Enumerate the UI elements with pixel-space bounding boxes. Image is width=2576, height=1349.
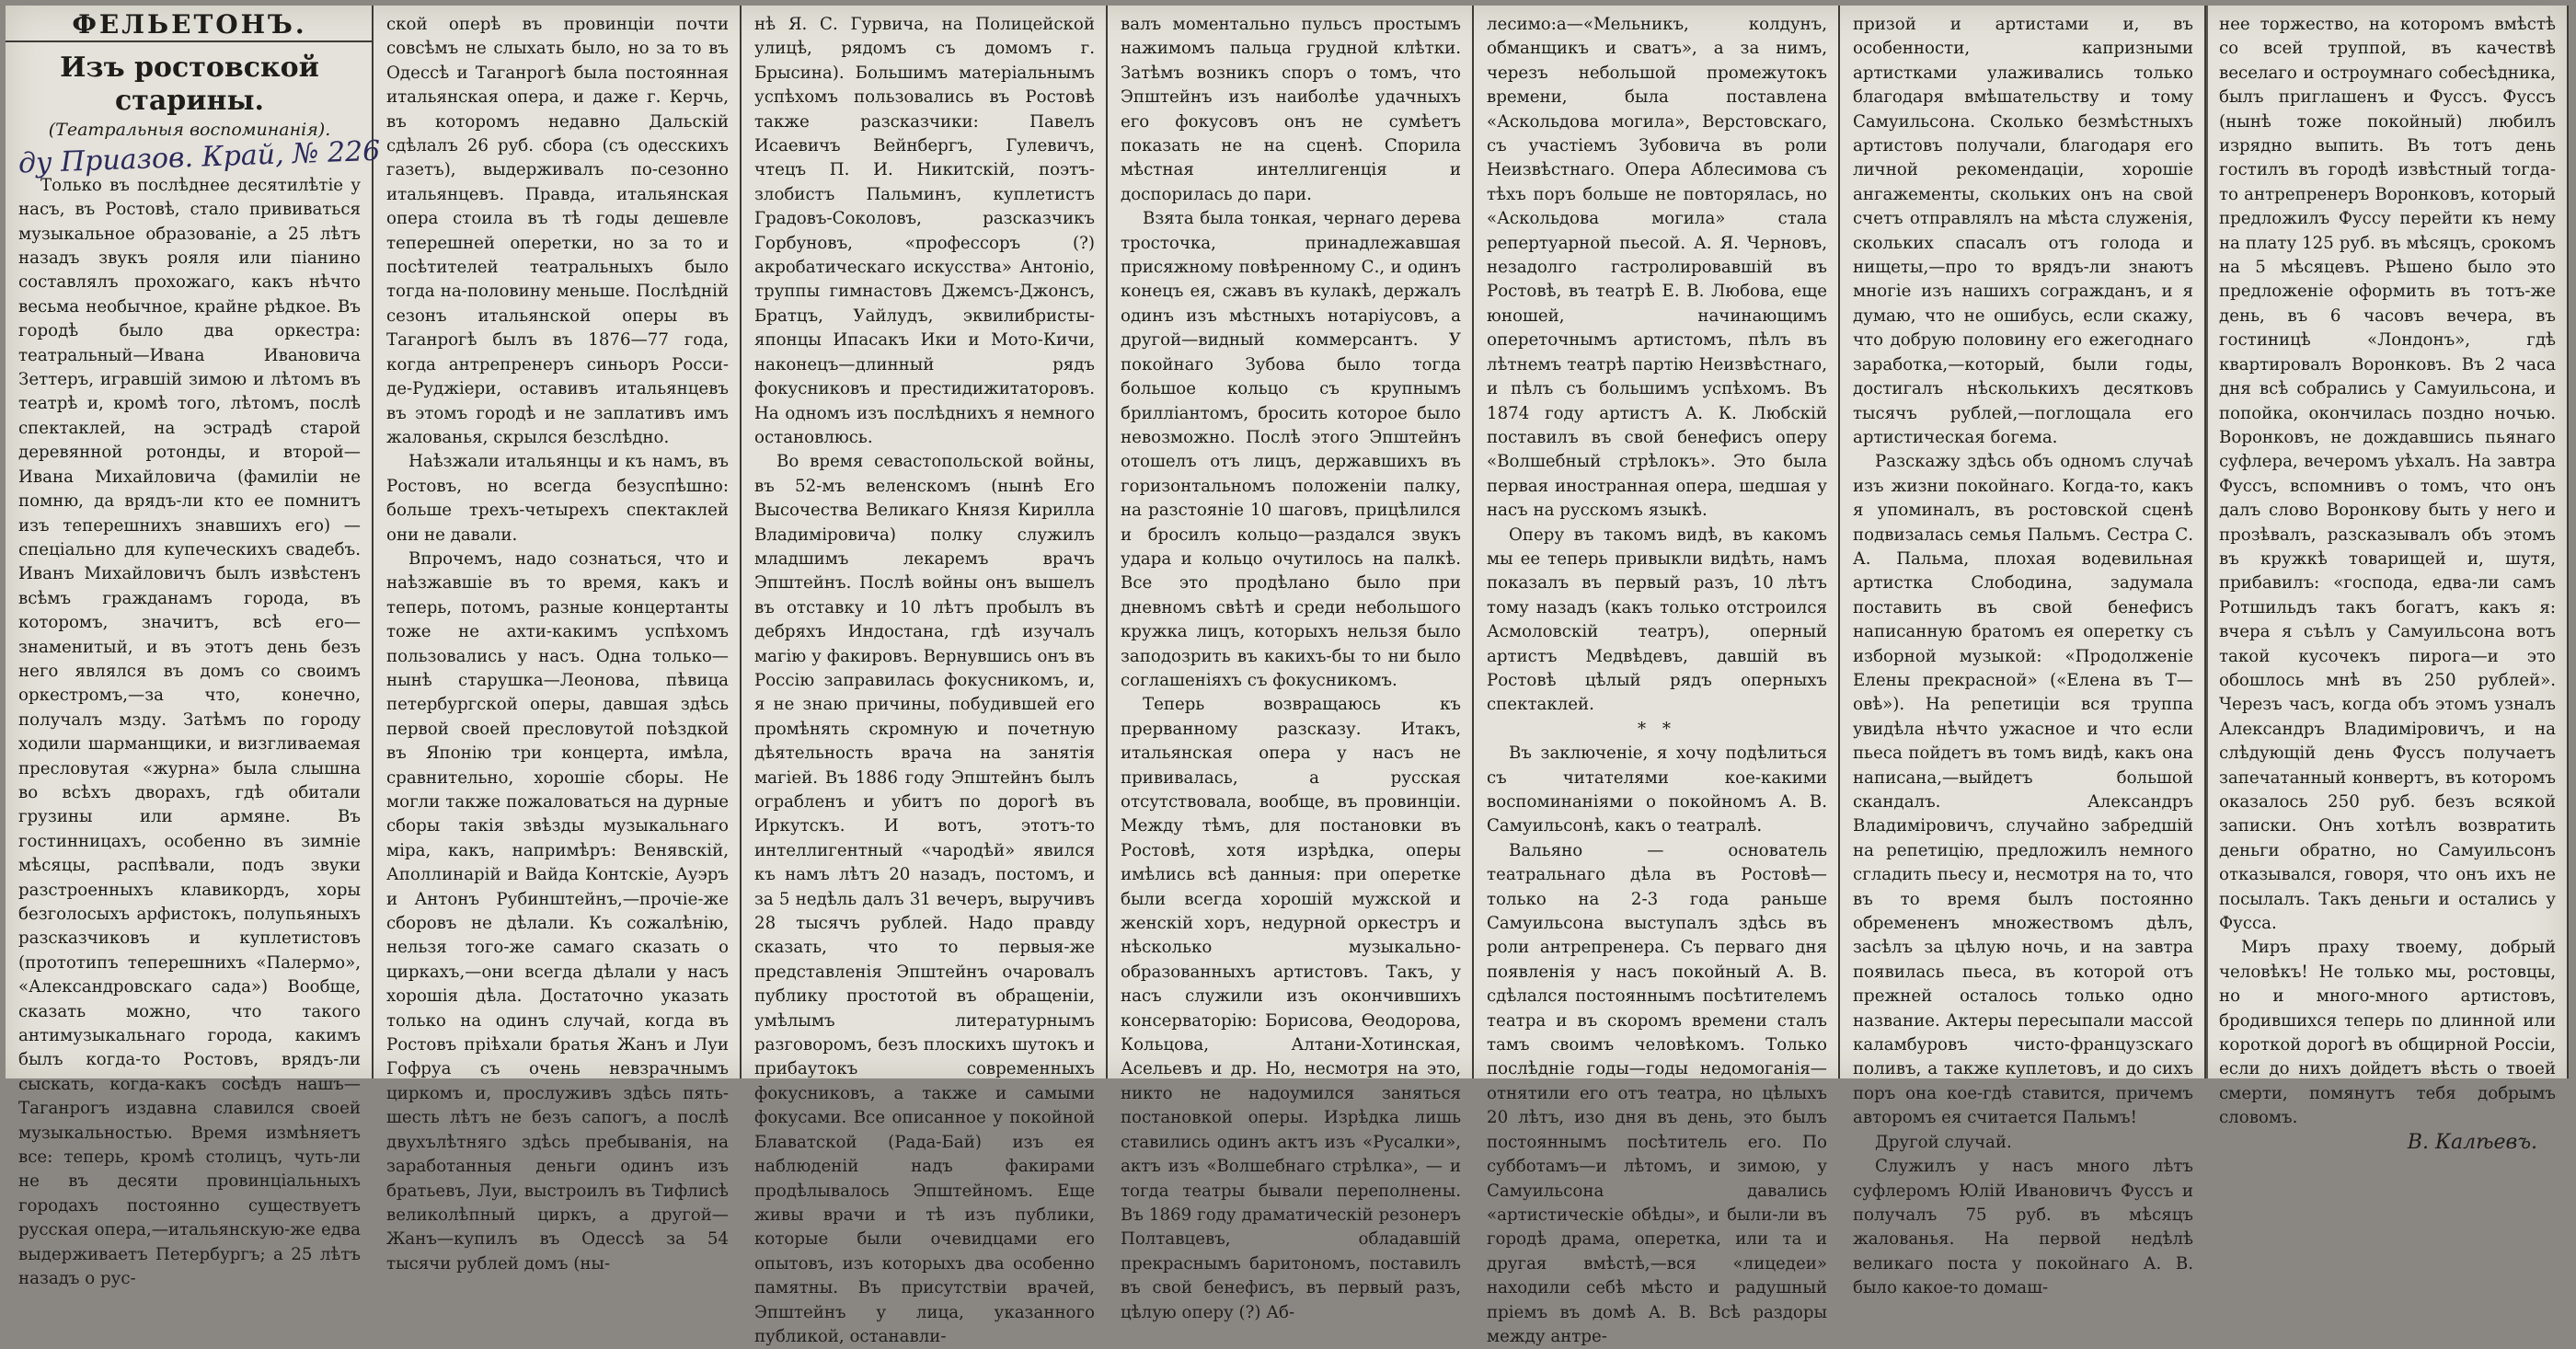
paragraph: Наѣзжали итальянцы и къ намъ, въ Ростовъ, но всегда безуспѣшно: больше трехъ-четырехъ спектаклей они не давали. [386,452,729,545]
paragraph: Вальяно — основатель театральнаго дѣла въ Ростовѣ—только на 2-3 года раньше Самуильсона выступалъ здѣсь въ роли антрепренера. Съ перваго дня появленія у насъ покойный А. В. сдѣлался постояннымъ посѣтителемъ театра и въ скоромъ времени сталъ тамъ своимъ человѣкомъ. Только послѣдніе годы—годы недомоганія—отнятили его отъ театра, но цѣлыхъ 20 лѣтъ, изо дня въ день, это былъ постояннымъ посѣтитель его. По субботамъ—и лѣтомъ, и зимою, у Самуильсона давались «артистическіе обѣды», и были-ли въ городѣ драма, оперетка, или та и другая вмѣстѣ,—вся «лицедеи» находили себѣ мѣсто и радушный пріемъ въ домѣ А. В. Всѣ раздоры между антре- [1487,840,1827,1346]
paragraph: нее торжество, на которомъ вмѣстѣ со всей труппой, въ качествѣ веселаго и остроумнаго собесѣдника, былъ приглашенъ и Фуссъ. Фуссъ (нынѣ тоже покойный) любилъ изрядно выпить. Въ тотъ день гостилъ въ городѣ извѣстный тогда-то антрепренеръ Воронковъ, который предложилъ Фуссу перейти къ нему на плату 125 руб. въ мѣсяцъ, срокомъ на 5 мѣсяцевъ. Рѣшено было это предложеніе оформить въ тотъ-же день, въ 6 часовъ вечера, въ гостиницѣ «Лондонъ», гдѣ квартировалъ Воронковъ. Въ 2 часа дня всѣ собрались у Самуильсона, и попойка, окончилась поздно ночью. Воронковъ, не дождавшись пьянаго суфлера, вечеромъ уѣхалъ. На завтра Фуссъ, вспомнивъ о томъ, что онъ далъ слово Воронкову быть у него и прозѣвалъ, разсказывалъ объ этомъ въ кружкѣ товарищей и, шутя, прибавилъ: «господа, едва-ли самъ Ротшильдъ такъ богатъ, какъ я: вчера я съѣлъ у Самуильсона вотъ такой кусочекъ пирога—и это обошлось мнѣ въ 250 рублей». Черезъ часъ, когда объ этомъ узналъ Александръ Владиміровичъ, и на слѣдующій день Фуссъ получаетъ запечатанный конвертъ, въ которомъ оказалось 250 руб. безъ всякой записки. Онъ хотѣлъ возвратить деньги обратно, но Самуильсонъ отказывался, говоря, что онъ ихъ не посылалъ. Такъ деньги и остались у Фусса. [2219,15,2556,934]
column-3 [742,6,1108,1346]
column-4 [1108,6,1474,1322]
column-6 [1840,6,2206,1298]
paragraph: Только въ послѣднее десятилѣтіе у насъ, въ Ростовѣ, стало прививаться музыкальное образованіе, а 25 лѣтъ назадъ звукъ рояля или піанино составлялъ прохожаго, какъ нѣчто весьма необычное, крайне рѣдкое. Въ городѣ было два оркестра: театральный—Ивана Ивановича Зеттеръ, игравшій зимою и лѣтомъ въ театрѣ и, кромѣ того, лѣтомъ, послѣ спектаклей, на эстрадѣ старой деревянной ротонды, и второй—Ивана Михайловича (фамиліи не помню, да врядъ-ли кто ее помнитъ изъ теперешнихъ знавшихъ его) — спеціально для купеческихъ свадебъ. Иванъ Михайловичъ былъ извѣстенъ всѣмъ гражданамъ города, въ которомъ, значитъ, всѣ его—знаменитый, и въ этотъ день безъ него являлся въ домъ со своимъ оркестромъ,—за что, конечно, получалъ мзду. Затѣмъ по городу ходили шарманщики, и визгливаемая пресловутая «журна» была слышна во всѣхъ дворахъ, гдѣ обитали грузины или армяне. Въ гостинницахъ, особенно въ зимніе мѣсяцы, распѣвали, подъ звуки разстроенныхъ клавикордъ, хоры безголосыхъ арфистокъ, полупьяныхъ разсказчиковъ и куплетистовъ (прототипъ теперешнихъ «Палермо», «Александровскаго сада») Вообще, сказать можно, что такого антимузыкальнаго города, какимъ былъ когда-то Ростовъ, врядъ-ли сыскать, когда-какъ сосѣдъ нашъ—Таганрогъ издавна славился своей музыкальностью. Время измѣняетъ все: теперь, кромѣ столицъ, чуть-ли не въ десяти провинціальныхъ городахъ постоянно существуетъ русская опера,—итальянскую-же едва выдерживаетъ Петербургъ; а 25 лѣтъ назадъ о рус- [18,175,361,1289]
paragraph: Другой случай. [1875,1132,2012,1152]
section-separator: * * [1638,719,1676,739]
article-subtitle: (Театральныя воспоминанія). [48,120,331,141]
paragraph: лесимо:а—«Мельникъ, колдунъ, обманщикъ и сватъ», а за нимъ, черезъ небольшой промежутокъ времени, была поставлена «Аскольдова могила», Верстовскаго, съ участіемъ Зубовича въ роли Неизвѣстнаго. Опера Аблесимова съ тѣхъ поръ больше не повторялась, но «Аскольдова могила» стала репертуарной пьесой. А. Я. Черновъ, незадолго гастролировавшій въ Ростовѣ, въ театрѣ Е. В. Любова, еще юношей, начинающимъ опереточнымъ артистомъ, пѣлъ въ лѣтнемъ театрѣ партію Неизвѣстнаго, и пѣлъ съ большимъ успѣхомъ. Въ 1874 году артистъ А. К. Любскій поставилъ въ свой бенефисъ оперу «Волшебный стрѣлокъ». Это была первая иностранная опера, шедшая у насъ на русскомъ языкѣ. [1487,15,1827,521]
column-5 [1474,6,1840,1346]
paragraph: Теперь возвращаюсь къ прерванному разсказу. Итакъ, итальянская опера у насъ не прививалась, а русская отсутствовала, вообще, въ провинціи. Между тѣмъ, для постановки въ Ростовѣ, хотя изрѣдка, оперы имѣлись всѣ данныя: при оперетке были всегда хорошій мужской и женскій хоръ, недурной оркестръ и нѣсколько музыкально-образованныхъ артистовъ. Такъ, у насъ служили изъ окончившихъ консерваторію: Борисова, Өеодорова, Кольцова, Алтани-Хотинская, Асельевъ и др. Но, несмотря на это, никто не надоумился заняться постановкой оперы. Изрѣдка лишь ставились одинъ актъ изъ «Русалки», актъ изъ «Волшебнаго стрѣлка», — и тогда театры бывали переполнены. Въ 1869 году драматическій резонеръ Полтавцевъ, обладавшій прекраснымъ баритономъ, поставилъ въ свой бенефисъ, въ первый разъ, цѣлую оперу (?) Аб- [1121,695,1461,1322]
rubric-heading: ФЕЛЬЕТОНЪ. [72,9,307,40]
paragraph: Разскажу здѣсь объ одномъ случаѣ изъ жизни покойнаго. Когда-то, какъ я упоминалъ, въ ростовской сценѣ подвизалась семья Пальмъ. Сестра С. А. Пальма, плохая водевильная артистка Слободина, задумала поставить въ свой бенефисъ написанную братомъ ея оперетку съ изборной музыкой: «Продолженіе Елены прекрасной» («Елена въ Т—овѣ»). На репетиціи вся труппа увидѣла нѣчто ужасное и что если пьеса пойдетъ въ томъ видѣ, какъ она написана,—выйдетъ большой скандалъ. Александръ Владиміровичъ, случайно забредшій на репетицію, предложилъ немного сгладить пьесу и, несмотря на то, что въ то время былъ постоянно обремененъ множествомъ дѣлъ, засѣлъ за цѣлую ночь, и на завтра появилась пьеса, въ которой отъ прежней осталось только одно название. Актеры пересыпали массой каламбуровъ чисто-французскаго поливъ, а также куплетовъ, и до сихъ поръ она кое-гдѣ ставится, причемъ авторомъ ея считается Пальмъ! [1853,452,2193,1128]
paragraph: Взята была тонкая, чернаго дерева тросточка, принадлежавшая присяжному повѣренному С., и одинъ конецъ ея, сжавъ въ кулакѣ, держалъ одинъ изъ мѣстныхъ нотаріусовъ, а другой—видный коммерсантъ. У покойнаго Зубова было тогда большое кольцо съ крупнымъ брилліантомъ, бросить которое было невозможно. Послѣ этого Эпштейнъ отошелъ отъ лицъ, державшихъ въ горизонтальномъ положеніи палку, на разстояніе 10 шаговъ, прицѣлился и бросилъ кольцо—раздался звукъ удара и кольцо очутилось на палкѣ. Все это продѣлано было при дневномъ свѣтѣ и среди небольшого кружка лицъ, которыхъ нельзя было заподозрить въ какихъ-бы то ни было соглашеніяхъ съ фокусникомъ. [1121,209,1461,690]
paragraph: ской оперѣ въ провинціи почти совсѣмъ не слыхать было, но за то въ Одессѣ и Таганрогѣ была постоянная итальянская опера, и даже г. Керчь, въ которомъ недавно Дальскій сдѣлалъ 26 руб. сбора (съ одесскихъ газетъ), выдерживалъ по-сезонно итальянцевъ. Правда, итальянская опера стоила въ тѣ годы дешевле теперешней оперетки, но за то и посѣтителей театральныхъ было тогда на-половину меньше. Послѣдній сезонъ итальянской оперы въ Таганрогѣ былъ въ 1876—77 года, когда антрепренеръ синьоръ Росси-де-Руджіери, оставивъ итальянцевъ въ этомъ городѣ и не заплативъ имъ жалованья, скрылся безслѣдно. [386,15,729,447]
column-2 [374,6,742,1274]
paste-edge [2206,6,2208,1078]
paragraph: валъ моментально пульсъ простымъ нажимомъ пальца грудной клѣтки. Затѣмъ возникъ споръ о томъ, что Эпштейнъ изъ наиболѣе удачныхъ его фокусовъ онъ не сумѣетъ показать не на сценѣ. Спорила мѣстная интеллигенція и доспорилась до пари. [1121,15,1461,204]
paragraph: Миръ праху твоему, добрый человѣкъ! Не только мы, ростовцы, но и много-много артистовъ, бродившихся теперь по длинной или короткой дорогѣ въ общирной Россіи, если до нихъ дойдетъ вѣсть о твоей смерти, помянутъ тебя добрымъ словомъ. [2219,938,2556,1128]
article-title: Изъ ростовской старины. [60,52,319,118]
paragraph: нѣ Я. С. Гурвича, на Полицейской улицѣ, рядомъ съ домомъ г. Брысина). Большимъ матеріальнымъ успѣхомъ пользовались въ Ростовѣ также разсказчики: Павелъ Исаевичъ Вейнбергъ, Гулевичъ, чтецъ П. И. Никитскій, поэтъ-злобистъ Пальминъ, куплетистъ Градовъ-Соколовъ, разсказчикъ Горбуновъ, «профессоръ (?) акробатическаго искусства» Антоніо, труппы гимнастовъ Джемсъ-Джонсъ, Братцъ, Уайлудъ, эквилибристы-японцы Ипасакъ Ики и Мото-Кичи, наконецъ—длинный рядъ фокусниковъ и престидижитаторовъ. На одномъ изъ послѣднихъ я немного остановлюсь. [754,15,1095,447]
paragraph: Въ заключеніе, я хочу подѣлиться съ читателями кое-какими воспоминаніями о покойномъ А. В. Самуильсонѣ, какъ о театралѣ. [1487,744,1827,836]
paragraph: Оперу въ такомъ видѣ, въ какомъ мы ее теперь привыкли видѣть, намъ показалъ въ первый разъ, 10 лѣтъ тому назадъ (какъ только отстроился Асмоловскій театръ), оперный артистъ Медвѣдевъ, давшій въ Ростовѣ цѣлый рядъ оперныхъ спектаклей. [1487,525,1827,715]
newspaper-clipping [6,6,2569,1346]
paragraph: Служилъ у насъ много лѣтъ суфлеромъ Юлій Ивановичъ Фуссъ и получалъ 75 руб. въ мѣсяцъ жалованья. На первой недѣлѣ великаго поста у покойнаго А. В. было какое-то домаш- [1853,1157,2193,1298]
paragraph: Во время севастопольской войны, въ 52-мъ веленскомъ (нынѣ Его Высочества Великаго Князя Кирилла Владиміровича) полку служилъ младшимъ лекаремъ врачъ Эпштейнъ. Послѣ войны онъ вышелъ въ отставку и 10 лѣтъ пробылъ въ дебряхъ Индостана, гдѣ изучалъ магію у факировъ. Вернувшись онъ въ Россію заправилась фокусникомъ, и, я не знаю причины, побудившей его промѣнять скромную и почетную дѣятельность врача на занятія магіей. Въ 1886 году Эпштейнъ былъ ограбленъ и убитъ по дорогѣ въ Иркутскъ. И вотъ, этотъ-то интеллигентный «чародѣй» явился къ намъ лѣтъ 20 назадъ, постомъ, и за 5 недѣль далъ 31 вечеръ, выручивъ 28 тысячъ рублей. Надо правду сказать, что то первыя-же представленія Эпштейнъ очаровалъ публику простотой въ обращеніи, умѣлымъ литературнымъ разговоромъ, безъ плоскихъ шутокъ и прибаутокъ современныхъ фокусниковъ, а также и самыми фокусами. Все описанное у покойной Блаватской (Рада-Бай) изъ ея наблюденій надъ факирами продѣлывалось Эпштейномъ. Еще живы врачи и тѣ изъ публики, которые были очевидцами его опытовъ, изъ которыхъ два особенно памятны. Въ присутствіи врачей, Эпштейнъ у лица, указанного публикой, останавли- [754,452,1095,1346]
handwritten-source-note: ду Приазов. Край, № 226 [17,134,381,180]
column-7 [2206,6,2569,1154]
paragraph: Впрочемъ, надо сознаться, что и наѣзжавшіе въ то время, какъ и теперь, потомъ, разные концертанты тоже не ахти-какимъ успѣхомъ пользовались у насъ. Одна только—нынѣ старушка—Леонова, пѣвица петербургской оперы, давшая здѣсь первой своей пресловутой поѣздкой въ Японію три концерта, имѣла, сравнительно, хорошіе сборы. Не могли также пожаловаться на дурные сборы такія звѣзды музыкальнаго міра, какъ, напримѣръ: Венявскій, Аполлинарій и Вайда Контскіе, Ауэръ и Антонъ Рубинштейнъ,—прочіе-же сборовъ не дѣлали. Къ сожалѣнію, нельзя того-же самаго сказать о циркахъ,—они всегда дѣлали у насъ хорошія дѣла. Достаточно указать только на одинъ случай, когда въ Ростовъ пріѣхали братья Жанъ и Луи Гофруа съ очень невзрачнымъ циркомъ и, прослуживъ здѣсь пять-шесть лѣтъ не безъ сапогъ, а послѣ двухълѣтняго здѣсь пребыванія, на заработанныя деньги одинъ изъ братьевъ, Луи, выстроилъ въ Тифлисѣ великолѣпный циркъ, а другой—Жанъ—купилъ въ Одессѣ за 54 тысячи рублей домъ (ны- [386,548,729,1274]
paragraph: призой и артистами и, въ особенности, капризными артистками улаживались только благодаря вмѣшательству и тому Самуильсона. Сколько безмѣстныхъ артистовъ получали, благодаря его личной рекомендаціи, хорошіе ангажементы, скольких онъ на свой счетъ отправлялъ на мѣста служенія, скольких спасалъ отъ голода и нищеты,—про то врядъ-ли знаютъ многіе изъ нашихъ согражданъ, и я думаю, что не ошибусь, если скажу, что добрую половину его ежегоднаго заработка,—который, были годы, достигалъ нѣсколькихъ десятковъ тысячъ рублей,—поглощала его артистическая богема. [1853,15,2193,447]
column-1 [6,6,381,1289]
heading-rule [6,40,372,42]
author-signature: В. Калѣевъ. [2407,1130,2537,1154]
